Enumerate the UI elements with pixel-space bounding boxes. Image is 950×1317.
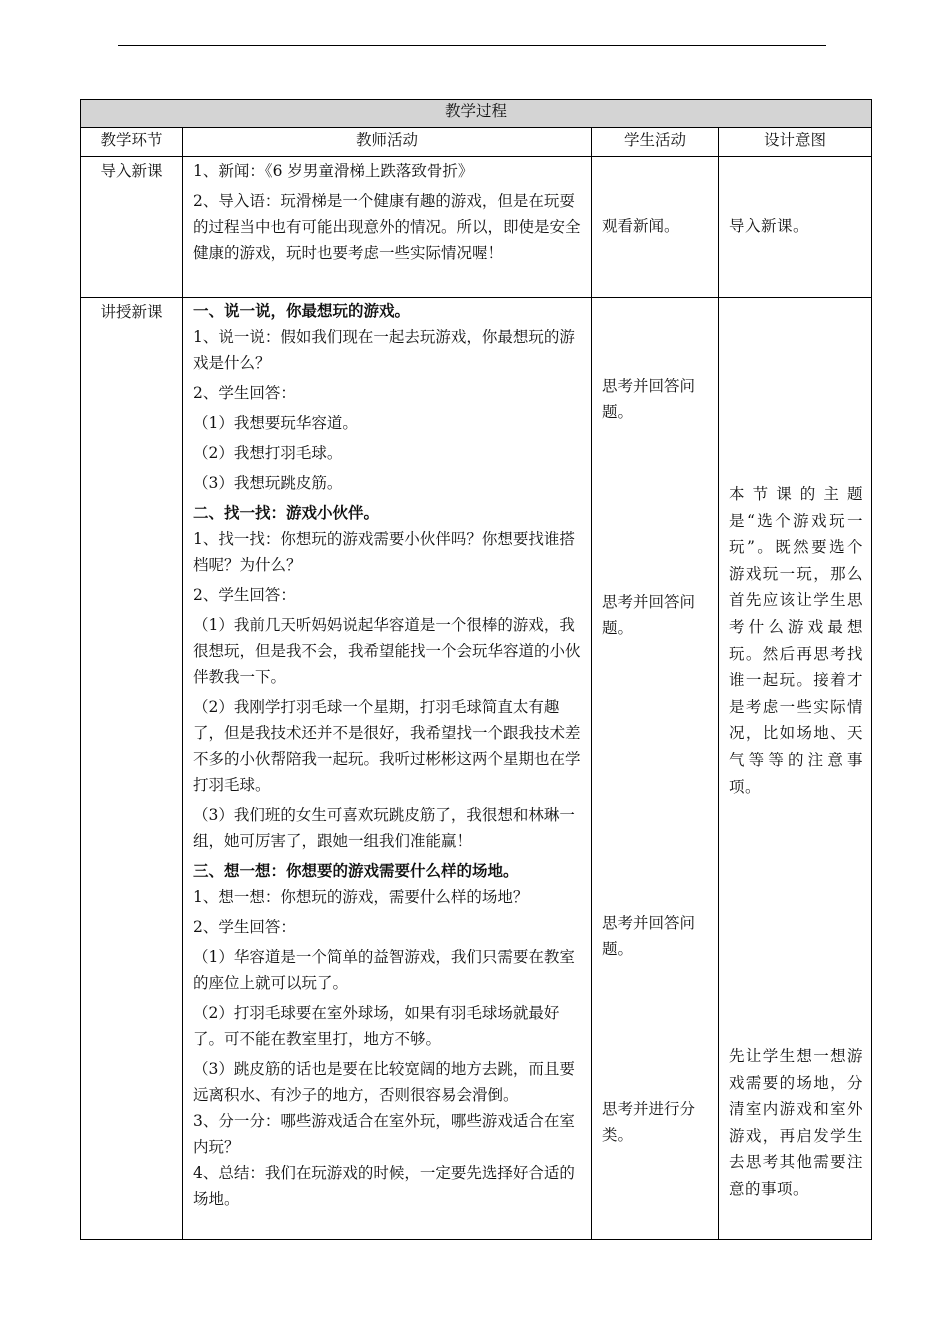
lecture-line: 2、学生回答： — [193, 918, 296, 936]
lecture-line: 1、找一找：你想玩的游戏需要小伙伴吗？你想要找谁搭档呢？为什么？ — [193, 530, 575, 574]
design-intent-lecture — [719, 298, 872, 1240]
header-row — [81, 128, 872, 157]
teacher-activity-intro — [183, 157, 592, 298]
lecture-line: （3）跳皮筋的话也是要在比较宽阔的地方去跳，而且要远离积水、有沙子的地方，否则很容易会滑倒。 — [193, 1060, 575, 1104]
section-heading-1: 一、说一说，你最想玩的游戏。 — [193, 301, 411, 320]
student-response-2: 思考并回答问题。 — [602, 593, 696, 637]
header-design: 设计意图 — [719, 128, 872, 157]
lecture-line: （3）我们班的女生可喜欢玩跳皮筋了，我很想和林琳一组，她可厉害了，跟她一组我们准能赢！ — [193, 806, 575, 850]
lecture-line: 2、学生回答： — [193, 384, 296, 402]
table-row-lecture — [81, 298, 872, 1240]
section-heading-3: 三、想一想：你想要的游戏需要什么样的场地。 — [193, 861, 519, 880]
lecture-line: （2）我想打羽毛球。 — [193, 444, 343, 462]
stage-lecture: 讲授新课 — [81, 298, 183, 1240]
design-intent-text-2: 先让学生想一想游戏需要的场地，分清室内游戏和室外游戏，再启发学生去思考其他需要注意的事项。 — [729, 1047, 864, 1198]
lecture-line: 1、想一想：你想玩的游戏，需要什么样的场地？ — [193, 888, 529, 906]
lecture-line: （1）华容道是一个简单的益智游戏，我们只需要在教室的座位上就可以玩了。 — [193, 948, 575, 992]
lecture-line: 1、说一说：假如我们现在一起去玩游戏，你最想玩的游戏是什么？ — [193, 328, 575, 372]
design-intent-text-1: 本节课的主题是“选个游戏玩一玩”。既然要选个游戏玩一玩，那么首先应该让学生思考什么游戏最想玩。然后再思考找谁一起玩。接着才是考虑一些实际情况，比如场地、天气等等的注意事项。 — [729, 485, 864, 796]
lecture-line: （1）我前几天听妈妈说起华容道是一个很棒的游戏，我很想玩，但是我不会，我希望能找一个会玩华容道的小伙伴教我一下。 — [193, 616, 581, 686]
student-intro-text: 观看新闻。 — [602, 217, 680, 235]
section-heading-2: 二、找一找：游戏小伙伴。 — [193, 503, 380, 522]
design-intent-intro — [719, 157, 872, 298]
table-title: 教学过程 — [81, 100, 872, 128]
intro-line-2: 2、导入语：玩滑梯是一个健康有趣的游戏，但是在玩耍的过程当中也有可能出现意外的情况。所以，即使是安全健康的游戏，玩时也要考虑一些实际情况喔！ — [193, 192, 581, 262]
header-teacher: 教师活动 — [183, 128, 592, 157]
intro-line-1: 1、新闻：《6 岁男童滑梯上跌落致骨折》 — [193, 162, 474, 180]
student-response-1: 思考并回答问题。 — [602, 377, 696, 421]
header-student: 学生活动 — [592, 128, 719, 157]
stage-intro: 导入新课 — [81, 157, 183, 298]
lecture-line: 2、学生回答： — [193, 586, 296, 604]
lecture-line: 4、总结：我们在玩游戏的时候，一定要先选择好合适的场地。 — [193, 1164, 575, 1208]
lecture-line: （1）我想要玩华容道。 — [193, 414, 358, 432]
design-intro-text: 导入新课。 — [729, 217, 810, 235]
header-rule — [118, 45, 826, 46]
student-response-3: 思考并回答问题。 — [602, 914, 696, 958]
lecture-line: （2）打羽毛球要在室外球场，如果有羽毛球场就最好了。可不能在教室里打，地方不够。 — [193, 1004, 560, 1048]
teaching-process-table — [80, 99, 872, 1240]
lecture-line: （3）我想玩跳皮筋。 — [193, 474, 343, 492]
table-row-intro — [81, 157, 872, 298]
student-response-4: 思考并进行分类。 — [602, 1100, 696, 1144]
header-stage: 教学环节 — [81, 128, 183, 157]
student-activity-lecture — [592, 298, 719, 1240]
student-activity-intro — [592, 157, 719, 298]
teacher-activity-lecture — [183, 298, 592, 1240]
lecture-line: 3、分一分：哪些游戏适合在室外玩，哪些游戏适合在室内玩？ — [193, 1112, 575, 1156]
lecture-line: （2）我刚学打羽毛球一个星期，打羽毛球简直太有趣了，但是我技术还并不是很好，我希望找一个跟我技术差不多的小伙帮陪我一起玩。我听过彬彬这两个星期也在学打羽毛球。 — [193, 698, 581, 794]
